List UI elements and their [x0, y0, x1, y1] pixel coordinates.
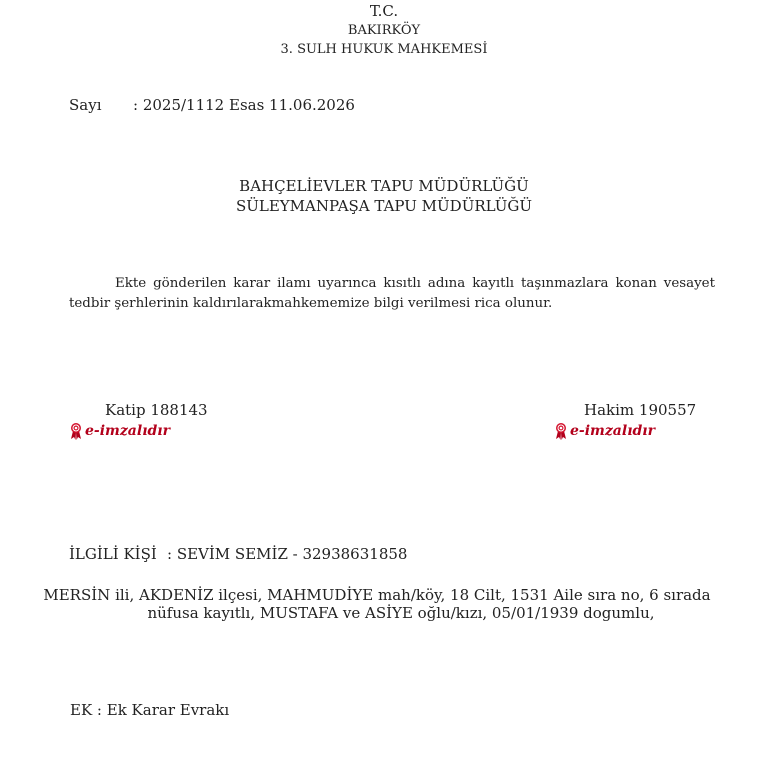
- katip-esignature: [69, 421, 170, 441]
- hakim-signer-name: Hakim 190557: [584, 401, 697, 419]
- body-paragraph: Ekte gönderilen karar ilamı uyarınca kısıtlı adına kayıtlı taşınmazlara konan vesayet tedbir şerhlerinin kaldırılarakmahkememize bilgi verilmesi rica olunur.: [69, 276, 715, 311]
- reference-row: [69, 96, 355, 114]
- address-line-1: MERSİN ili, AKDENİZ ilçesi, MAHMUDİYE mah/köy, 18 Cilt, 1531 Aile sıra no, 6 sırada: [43, 586, 711, 604]
- recipient-1: BAHÇELİEVLER TAPU MÜDÜRLÜĞÜ: [239, 177, 529, 195]
- katip-esig-text: e-imzalıdır: [85, 423, 170, 439]
- hakim-esignature: [554, 421, 655, 441]
- hakim-esig-text: e-imzalıdır: [570, 423, 655, 439]
- reference-label: Sayı: [69, 96, 102, 114]
- ribbon-seal-icon: [554, 422, 568, 440]
- address-line-2: nüfusa kayıtlı, MUSTAFA ve ASİYE oğlu/kızı, 05/01/1939 dogumlu,: [147, 604, 655, 622]
- related-person-row: [69, 545, 407, 563]
- attachment-note: EK : Ek Karar Evrakı: [70, 701, 230, 719]
- katip-signer-name: Katip 188143: [105, 401, 208, 419]
- reference-value: : 2025/1112 Esas 11.06.2026: [133, 96, 355, 114]
- ribbon-seal-icon: [69, 422, 83, 440]
- recipient-2: SÜLEYMANPAŞA TAPU MÜDÜRLÜĞÜ: [235, 197, 533, 215]
- header-tc: T.C.: [369, 2, 399, 20]
- related-person-value: : SEVİM SEMİZ - 32938631858: [167, 545, 408, 563]
- related-person-label: İLGİLİ KİŞİ: [69, 545, 157, 563]
- header-city: BAKIRKÖY: [347, 23, 421, 38]
- header-court: 3. SULH HUKUK MAHKEMESİ: [280, 42, 488, 57]
